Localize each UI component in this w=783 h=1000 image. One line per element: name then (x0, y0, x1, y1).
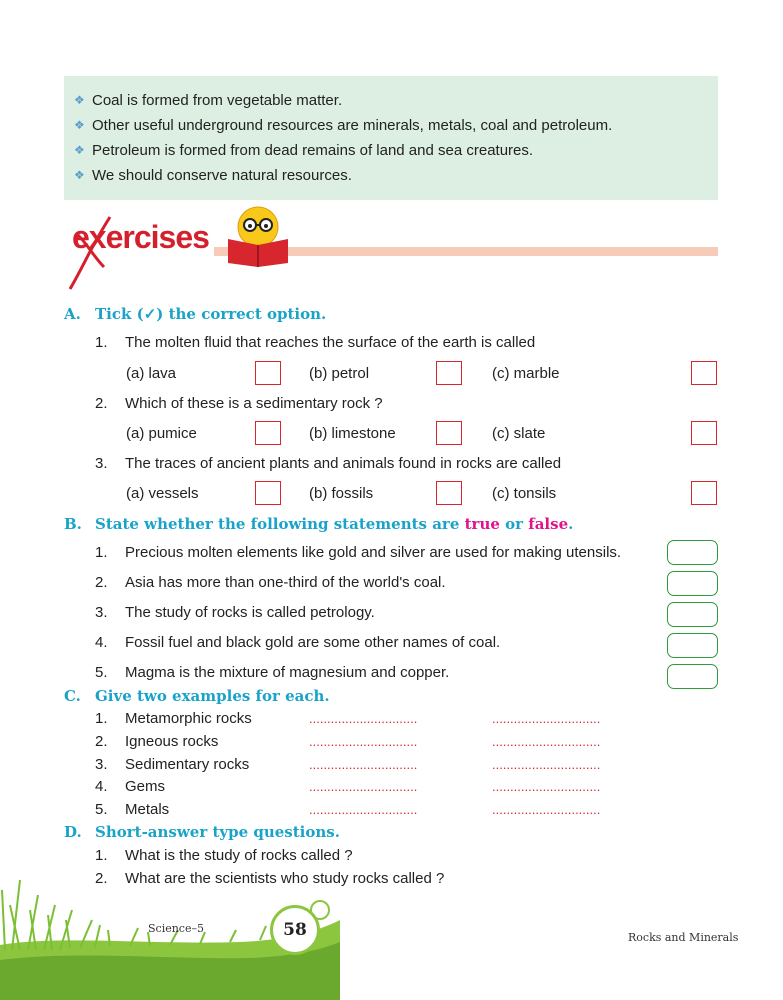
example-row-c3: 3. Sedimentary rocks (95, 756, 250, 773)
tick-box-a3-b[interactable] (436, 481, 462, 505)
book-title: Science–5 (148, 922, 204, 935)
summary-list (64, 76, 718, 188)
tick-box-a2-b[interactable] (436, 421, 462, 445)
section-c-title: C. Give two examples for each. (64, 687, 330, 705)
answer-box-b5[interactable] (667, 664, 718, 689)
example-row-c4: 4. Gems (95, 778, 166, 795)
blank-c4-second[interactable]: .............................. (492, 779, 601, 794)
statement-b5: 5. Magma is the mixture of magnesium and copper. (95, 664, 450, 681)
option-a1-c: (c) marble (492, 365, 560, 382)
blank-c4-first[interactable]: .............................. (309, 779, 418, 794)
statement-b1: 1. Precious molten elements like gold and silver are used for making utensils. (95, 544, 622, 561)
blank-c2-second[interactable]: .............................. (492, 734, 601, 749)
option-a2-b: (b) limestone (309, 425, 396, 442)
option-a3-a: (a) vessels (126, 485, 199, 502)
option-a1-a: (a) lava (126, 365, 177, 382)
option-a2-a: (a) pumice (126, 425, 197, 442)
blank-c1-first[interactable]: .............................. (309, 711, 418, 726)
option-a3-b: (b) fossils (309, 485, 374, 502)
blank-c5-first[interactable]: .............................. (309, 802, 418, 817)
answer-box-b3[interactable] (667, 602, 718, 627)
question-a1: 1. The molten fluid that reaches the surface of the earth is called (95, 334, 536, 351)
answer-box-b4[interactable] (667, 633, 718, 658)
diamond-bullet-icon: ❖ (74, 118, 85, 132)
example-row-c2: 2. Igneous rocks (95, 733, 219, 750)
option-a1-b: (b) petrol (309, 365, 370, 382)
tick-box-a1-b[interactable] (436, 361, 462, 385)
chapter-title: Rocks and Minerals (628, 931, 739, 944)
question-a2: 2. Which of these is a sedimentary rock ? (95, 395, 383, 412)
summary-item: ❖ Other useful underground resources are minerals, metals, coal and petroleum. (74, 113, 718, 138)
statement-b3: 3. The study of rocks is called petrology. (95, 604, 375, 621)
blank-c3-first[interactable]: .............................. (309, 757, 418, 772)
option-a3-c: (c) tonsils (492, 485, 557, 502)
answer-box-b1[interactable] (667, 540, 718, 565)
page-number: 58 (270, 905, 320, 955)
section-a-title: A. Tick (✓) the correct option. (64, 305, 327, 323)
diamond-bullet-icon: ❖ (74, 93, 85, 107)
tick-box-a2-c[interactable] (691, 421, 717, 445)
tick-box-a1-a[interactable] (255, 361, 281, 385)
tick-box-a3-c[interactable] (691, 481, 717, 505)
example-row-c5: 5. Metals (95, 801, 170, 818)
blank-c1-second[interactable]: .............................. (492, 711, 601, 726)
diamond-bullet-icon: ❖ (74, 143, 85, 157)
section-d-title: D. Short-answer type questions. (64, 823, 340, 841)
answer-box-b2[interactable] (667, 571, 718, 596)
tick-box-a1-c[interactable] (691, 361, 717, 385)
question-d2: 2. What are the scientists who study rocks called ? (95, 870, 445, 887)
question-a3: 3. The traces of ancient plants and animals found in rocks are called (95, 455, 562, 472)
exercises-header (64, 205, 724, 295)
summary-item: ❖ Coal is formed from vegetable matter. (74, 88, 718, 113)
blank-c5-second[interactable]: .............................. (492, 802, 601, 817)
tick-box-a3-a[interactable] (255, 481, 281, 505)
blank-c3-second[interactable]: .............................. (492, 757, 601, 772)
statement-b4: 4. Fossil fuel and black gold are some other names of coal. (95, 634, 501, 651)
blank-c2-first[interactable]: .............................. (309, 734, 418, 749)
question-d1: 1. What is the study of rocks called ? (95, 847, 353, 864)
summary-item: ❖ We should conserve natural resources. (74, 163, 718, 188)
reading-mascot-icon (222, 205, 294, 267)
example-row-c1: 1. Metamorphic rocks (95, 710, 252, 727)
exercises-title: exercises (72, 219, 209, 255)
option-a2-c: (c) slate (492, 425, 546, 442)
summary-item: ❖ Petroleum is formed from dead remains of land and sea creatures. (74, 138, 718, 163)
statement-b2: 2. Asia has more than one-third of the world's coal. (95, 574, 446, 591)
section-b-title: B. State whether the following statements are true or false. (64, 515, 574, 533)
diamond-bullet-icon: ❖ (74, 168, 85, 182)
tick-box-a2-a[interactable] (255, 421, 281, 445)
summary-box (64, 76, 718, 200)
